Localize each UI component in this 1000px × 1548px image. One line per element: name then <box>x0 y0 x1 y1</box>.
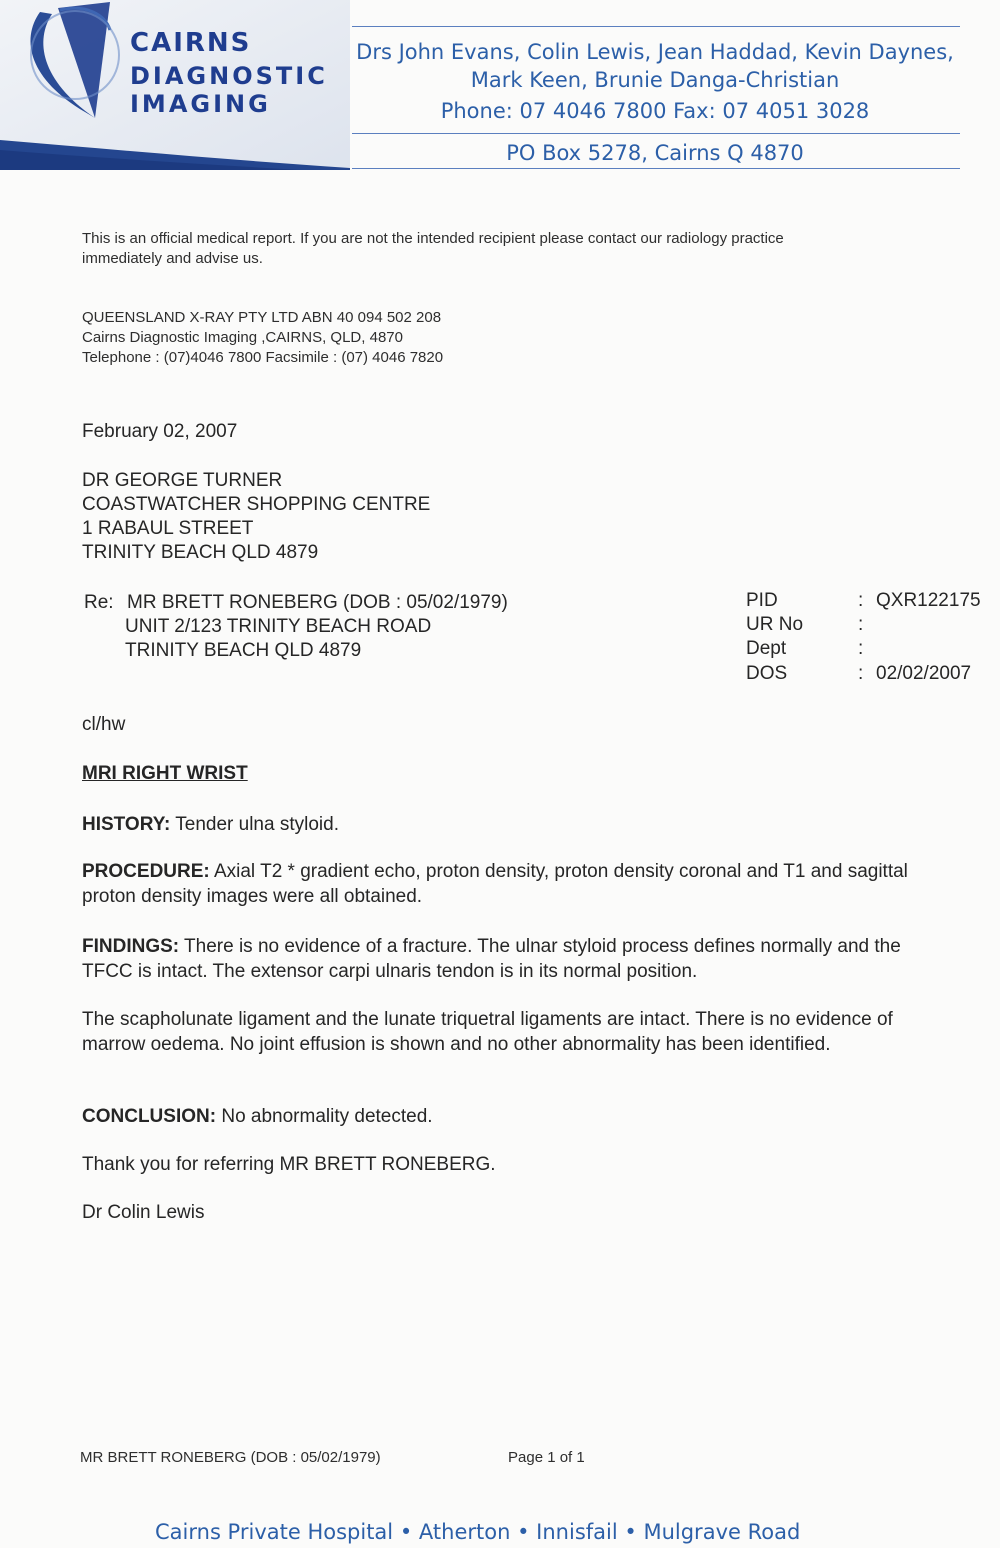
company-line2: Cairns Diagnostic Imaging ,CAIRNS, QLD, 4870 <box>82 329 403 346</box>
recipient-line3: 1 RABAUL STREET <box>82 518 254 539</box>
footer-page-number: Page 1 of 1 <box>508 1449 585 1466</box>
dept-label: Dept <box>746 638 787 659</box>
pid-colon: : <box>858 590 864 611</box>
pid-value: QXR122175 <box>876 590 981 611</box>
thanks-line: Thank you for referring MR BRETT RONEBERG. <box>82 1154 496 1175</box>
patient-address2: TRINITY BEACH QLD 4879 <box>125 640 362 661</box>
procedure-section <box>82 859 942 909</box>
patient-name-dob: MR BRETT RONEBERG (DOB : 05/02/1979) <box>127 592 508 613</box>
brand-name-line2: DIAGNOSTIC <box>130 62 328 90</box>
report-date: February 02, 2007 <box>82 421 238 442</box>
doctors-line2: Mark Keen, Brunie Danga-Christian <box>470 68 840 92</box>
notice-line1: This is an official medical report. If you are not the intended recipient please contact our radiology practice <box>82 230 784 247</box>
brand-name-line3: IMAGING <box>130 90 271 118</box>
header-bottom-rule <box>352 168 960 169</box>
location-mulgrave-road: Mulgrave Road <box>643 1520 801 1544</box>
history-label: HISTORY: <box>82 814 171 835</box>
findings-paragraph2: The scapholunate ligament and the lunate triquetral ligaments are intact. There is no evidence of marrow oedema. No joint effusion is shown and no other abnormality has been identified. <box>82 1009 893 1055</box>
location-cairns-private: Cairns Private Hospital <box>155 1520 394 1544</box>
history-section <box>82 814 339 836</box>
findings-text: There is no evidence of a fracture. The ulnar styloid process defines normally and the TFCC is intact. The extensor carpi ulnaris tendon is in its normal position. <box>82 936 901 982</box>
typist-initials: cl/hw <box>82 714 126 735</box>
history-text: Tender ulna styloid. <box>175 814 339 835</box>
recipient-line1: DR GEORGE TURNER <box>82 470 283 491</box>
location-atherton: Atherton <box>418 1520 511 1544</box>
dept-colon: : <box>858 638 864 659</box>
notice-line2: immediately and advise us. <box>82 250 263 267</box>
location-innisfail: Innisfail <box>536 1520 618 1544</box>
phone-fax: Phone: 07 4046 7800 Fax: 07 4051 3028 <box>440 99 870 123</box>
location-separator: • <box>624 1520 637 1544</box>
findings-section <box>82 934 942 984</box>
recipient-line2: COASTWATCHER SHOPPING CENTRE <box>82 494 431 515</box>
conclusion-label: CONCLUSION: <box>82 1106 217 1127</box>
company-line1: QUEENSLAND X-RAY PTY LTD ABN 40 094 502 208 <box>82 309 442 326</box>
po-box: PO Box 5278, Cairns Q 4870 <box>506 141 804 165</box>
procedure-text: Axial T2 * gradient echo, proton density, proton density coronal and T1 and sagittal proton density images were all obtained. <box>82 861 908 907</box>
header-mid-rule <box>352 133 960 134</box>
procedure-label: PROCEDURE: <box>82 861 210 882</box>
header-top-rule <box>352 26 960 27</box>
re-label: Re: <box>84 592 114 613</box>
pid-label: PID <box>746 590 778 611</box>
conclusion-section <box>82 1106 433 1128</box>
ur-label: UR No <box>746 614 804 635</box>
dos-value: 02/02/2007 <box>876 663 972 684</box>
doctors-line1: Drs John Evans, Colin Lewis, Jean Haddad, Kevin Daynes, <box>356 40 954 64</box>
dos-colon: : <box>858 663 864 684</box>
brand-name-line1: CAIRNS <box>130 28 252 58</box>
footer-patient: MR BRETT RONEBERG (DOB : 05/02/1979) <box>80 1449 381 1466</box>
ur-colon: : <box>858 614 864 635</box>
signature: Dr Colin Lewis <box>82 1202 205 1223</box>
patient-address1: UNIT 2/123 TRINITY BEACH ROAD <box>125 616 432 637</box>
location-separator: • <box>517 1520 530 1544</box>
company-line3: Telephone : (07)4046 7800 Facsimile : (07) 4046 7820 <box>82 349 444 366</box>
locations-footer <box>155 1520 800 1544</box>
report-title: MRI RIGHT WRIST <box>82 763 248 784</box>
findings-label: FINDINGS: <box>82 936 180 957</box>
conclusion-text: No abnormality detected. <box>221 1106 433 1127</box>
dos-label: DOS <box>746 663 788 684</box>
location-separator: • <box>399 1520 413 1544</box>
recipient-line4: TRINITY BEACH QLD 4879 <box>82 542 319 563</box>
